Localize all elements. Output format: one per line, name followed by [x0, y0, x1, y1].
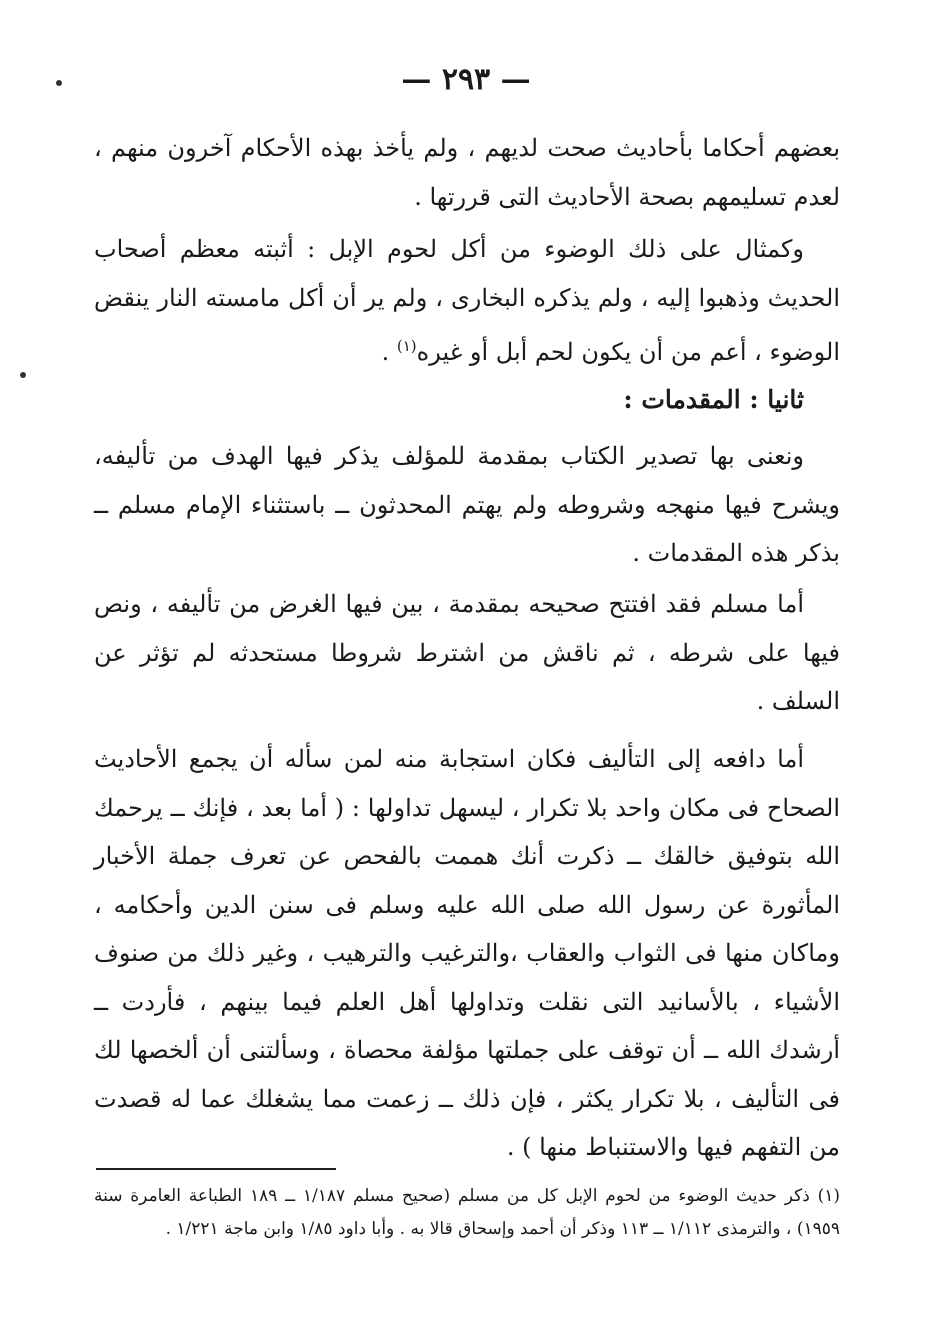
paragraph-end: .: [381, 338, 397, 366]
paragraph-continuation: [94, 124, 840, 221]
footnote-reference[interactable]: (١): [396, 337, 417, 355]
section-heading-introductions: ثانيا : المقدمات :: [623, 385, 804, 414]
paragraph-camel-meat-example: [94, 225, 840, 377]
paragraph-text: ونعنى بها تصدير الكتاب بمقدمة للمؤلف يذكر فيها الهدف من تأليفه، ويشرح فيها منهجه وشروطه ولم يهتم المحدثون ــ باستثناء الإمام مسلم ــ بذكر هذه المقدمات .: [94, 442, 840, 567]
page-number: — ٢٩٣ —: [401, 62, 531, 97]
paragraph-text: بعضهم أحكاما بأحاديث صحت لديهم ، ولم يأخذ بهذه الأحكام آخرون منهم ، لعدم تسليمهم بصحة الأحاديث التى قررتها .: [94, 134, 840, 211]
paragraph-body: وكمثال على ذلك الوضوء من أكل لحوم الإبل : أثبته معظم أصحاب الحديث وذهبوا إليه ، ولم يذكره البخارى ، ولم ير أن أكل مامسته النار ينقض الوضوء ، أعم من أن يكون لحم أبل أو غيره: [94, 235, 840, 366]
paragraph-introductions-definition: [94, 432, 840, 578]
paragraph-text: [94, 225, 840, 377]
paragraph-text: أما دافعه إلى التأليف فكان استجابة منه لمن سأله أن يجمع الأحاديث الصحاح فى مكان واحد بلا تكرار ، ليسهل تداولها : ( أما بعد ، فإنك ــ يرحمك الله بتوفيق خالقك ــ ذكرت أنك هممت بالفحص عن تعرف جملة الأخبار المأثورة عن رسول الله صلى الله عليه وسلم فى سنن الدين وأحكامه ، وماكان منها فى الثواب والعقاب ،والترغيب والترهيب ، وغير ذلك من صنوف الأشياء ، بالأسانيد التى نقلت وتداولها أهل العلم فيما بينهم ، فأردت ــ أرشدك الله ــ أن توقف على جملتها مؤلفة محصاة ، وسألتنى أن ألخصها لك فى التأليف ، بلا تكرار يكثر ، فإن ذلك ــ زعمت مما يشغلك عما له قصدت من التفهم فيها والاستنباط منها ) .: [94, 745, 840, 1161]
paragraph-muslim-motivation: [94, 735, 840, 1172]
scan-speck: [20, 372, 26, 378]
footnote-separator: [96, 1168, 336, 1170]
scan-speck: [56, 80, 62, 86]
footnote: [94, 1180, 840, 1246]
footnote-text: (١) ذكر حديث الوضوء من لحوم الإبل كل من مسلم (صحيح مسلم ١/١٨٧ ــ ١٨٩ الطباعة العامرة سنة ١٩٥٩) ، والترمذى ١/١١٢ ــ ١١٣ وذكر أن أحمد وإسحاق قالا به . وأبا داود ١/٨٥ وابن ماجة ١/٢٢١ .: [94, 1186, 840, 1239]
paragraph-text: أما مسلم فقد افتتح صحيحه بمقدمة ، بين فيها الغرض من تأليفه ، ونص فيها على شرطه ، ثم ناقش من اشترط شروطا مستحدثه لم تؤثر عن السلف .: [94, 590, 840, 715]
paragraph-muslim-introduction: [94, 580, 840, 726]
